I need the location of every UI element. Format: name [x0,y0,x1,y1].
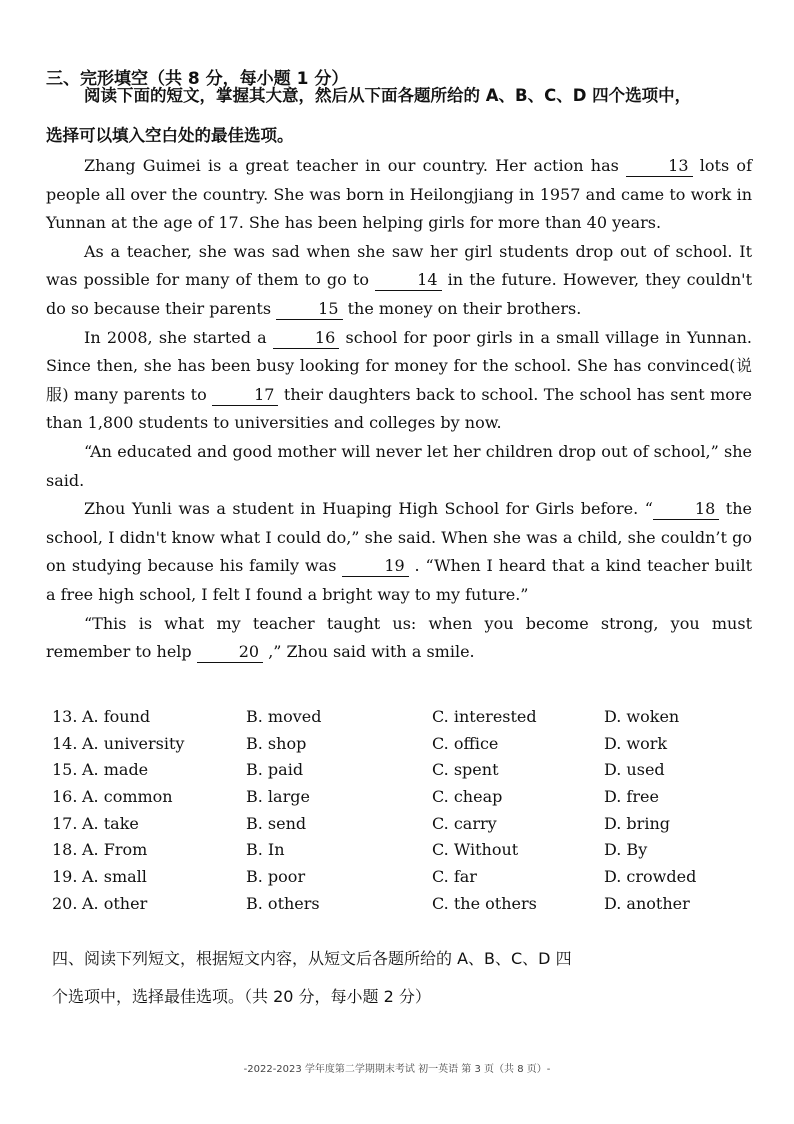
question-number: 13. [52,707,78,726]
instruction-line-2: 选择可以填入空白处的最佳选项。 [46,126,294,145]
page-footer: -2022-2023 学年度第二学期期末考试 初一英语 第 3 页（共 8 页）- [243,1064,551,1075]
text-span: in the future. However, they couldn't do so because their parents [46,270,752,318]
text-span: ,” Zhou said with a smile. [263,642,475,662]
option-d: D. crowded [604,867,697,887]
blank-19: 19 [342,556,408,577]
paragraph-5 [46,495,752,609]
text-span: “This is what my teacher taught us: when you become strong, you must remember to help [46,613,752,662]
section4-heading [52,940,752,1016]
option-c: C. interested [432,707,537,726]
option-b: B. poor [246,867,306,887]
paragraph-2 [46,238,752,324]
question-number: 17. [52,813,78,833]
option-row [52,891,752,918]
paragraph-1 [46,152,752,238]
text-span: In 2008, she started a [84,327,273,347]
blank-18: 18 [653,499,719,520]
text-span: lots of people all over the country. She was born in Heilongjiang in 1957 and came to work in Yunnan at the age of 17. She has been helping girls for more than 40 years. [46,156,752,233]
option-d: D. another [604,893,690,913]
option-a: A. small [82,867,147,887]
option-row [52,811,752,838]
option-c: C. carry [432,813,497,833]
text-span: their daughters back to school. The school has sent more than 1,800 students to universities and colleges by now. [46,384,752,433]
text-span: Zhou Yunli was a student in Huaping High School for Girls before. “ [84,499,653,519]
option-row [52,864,752,891]
option-b: B. In [246,840,285,860]
option-a: A. take [82,813,139,833]
question-number: 14. [52,733,78,753]
option-c: C. office [432,733,499,753]
option-b: B. others [246,893,320,913]
section3-instruction [46,76,751,156]
text-span: As a teacher, she was sad when she saw her girl students drop out of school. It was possible for many of them to go to [46,241,752,290]
paragraph-3 [46,324,752,438]
text-span: . “When I heard that a kind teacher built a free high school, I felt I found a bright way to my future.” [46,556,752,604]
option-c: C. the others [432,893,537,913]
paragraph-4: “An educated and good mother will never let her children drop out of school,” she said. [46,441,752,490]
option-row [52,757,752,784]
text-span: school for poor girls in a small village in Yunnan. Since then, she has been busy looking for money for the school. She has convinced(说服) many parents to [46,327,753,404]
option-b: B. large [246,787,310,807]
cloze-passage [46,152,752,667]
option-a: A. common [82,787,173,807]
question-number: 19. [52,867,78,887]
option-c: C. cheap [432,787,503,807]
option-d: D. work [604,733,668,753]
option-a: A. found [82,707,151,726]
option-a: A. other [82,893,148,913]
option-b: B. shop [246,733,307,753]
option-row [52,784,752,811]
option-b: B. moved [246,707,322,726]
option-d: D. free [604,787,659,807]
option-d: D. By [604,840,648,860]
text-span: Zhang Guimei is a great teacher in our country. Her action has [84,156,627,175]
option-a: A. made [82,760,149,780]
blank-16: 16 [273,328,339,349]
option-a: A. From [82,840,148,860]
option-b: B. send [246,813,307,833]
blank-15: 15 [276,299,342,320]
options-table [52,704,752,918]
option-c: C. far [432,867,477,887]
instruction-line-1: 阅读下面的短文，掌握其大意，然后从下面各题所给的 A、B、C、D 四个选项中， [84,86,692,105]
option-row [52,837,752,864]
text-span: the school, I didn't know what I could do,” she said. When she was a child, she couldn’t go on studying because his family was [46,499,752,576]
option-c: C. Without [432,840,519,860]
option-c: C. spent [432,760,499,780]
option-b: B. paid [246,760,304,780]
blank-20: 20 [197,642,263,663]
blank-14: 14 [375,270,441,291]
option-a: A. university [82,733,185,753]
section4-line-2: 个选项中，选择最佳选项。（共 20 分，每小题 2 分） [52,987,431,1006]
paragraph-6 [46,610,752,667]
question-number: 20. [52,893,78,913]
option-d: D. bring [604,813,670,833]
question-number: 18. [52,840,78,860]
blank-17: 17 [212,385,278,406]
option-row [52,704,752,731]
option-d: D. woken [604,707,680,726]
question-number: 15. [52,760,78,780]
option-d: D. used [604,760,665,780]
option-row [52,731,752,758]
blank-13: 13 [626,156,692,177]
section3-title: 三、完形填空（共 8 分，每小题 1 分） [46,69,349,89]
text-span: the money on their brothers. [342,298,582,318]
question-number: 16. [52,787,78,807]
section4-line-1: 四、阅读下列短文，根据短文内容，从短文后各题所给的 A、B、C、D 四 [52,949,572,968]
